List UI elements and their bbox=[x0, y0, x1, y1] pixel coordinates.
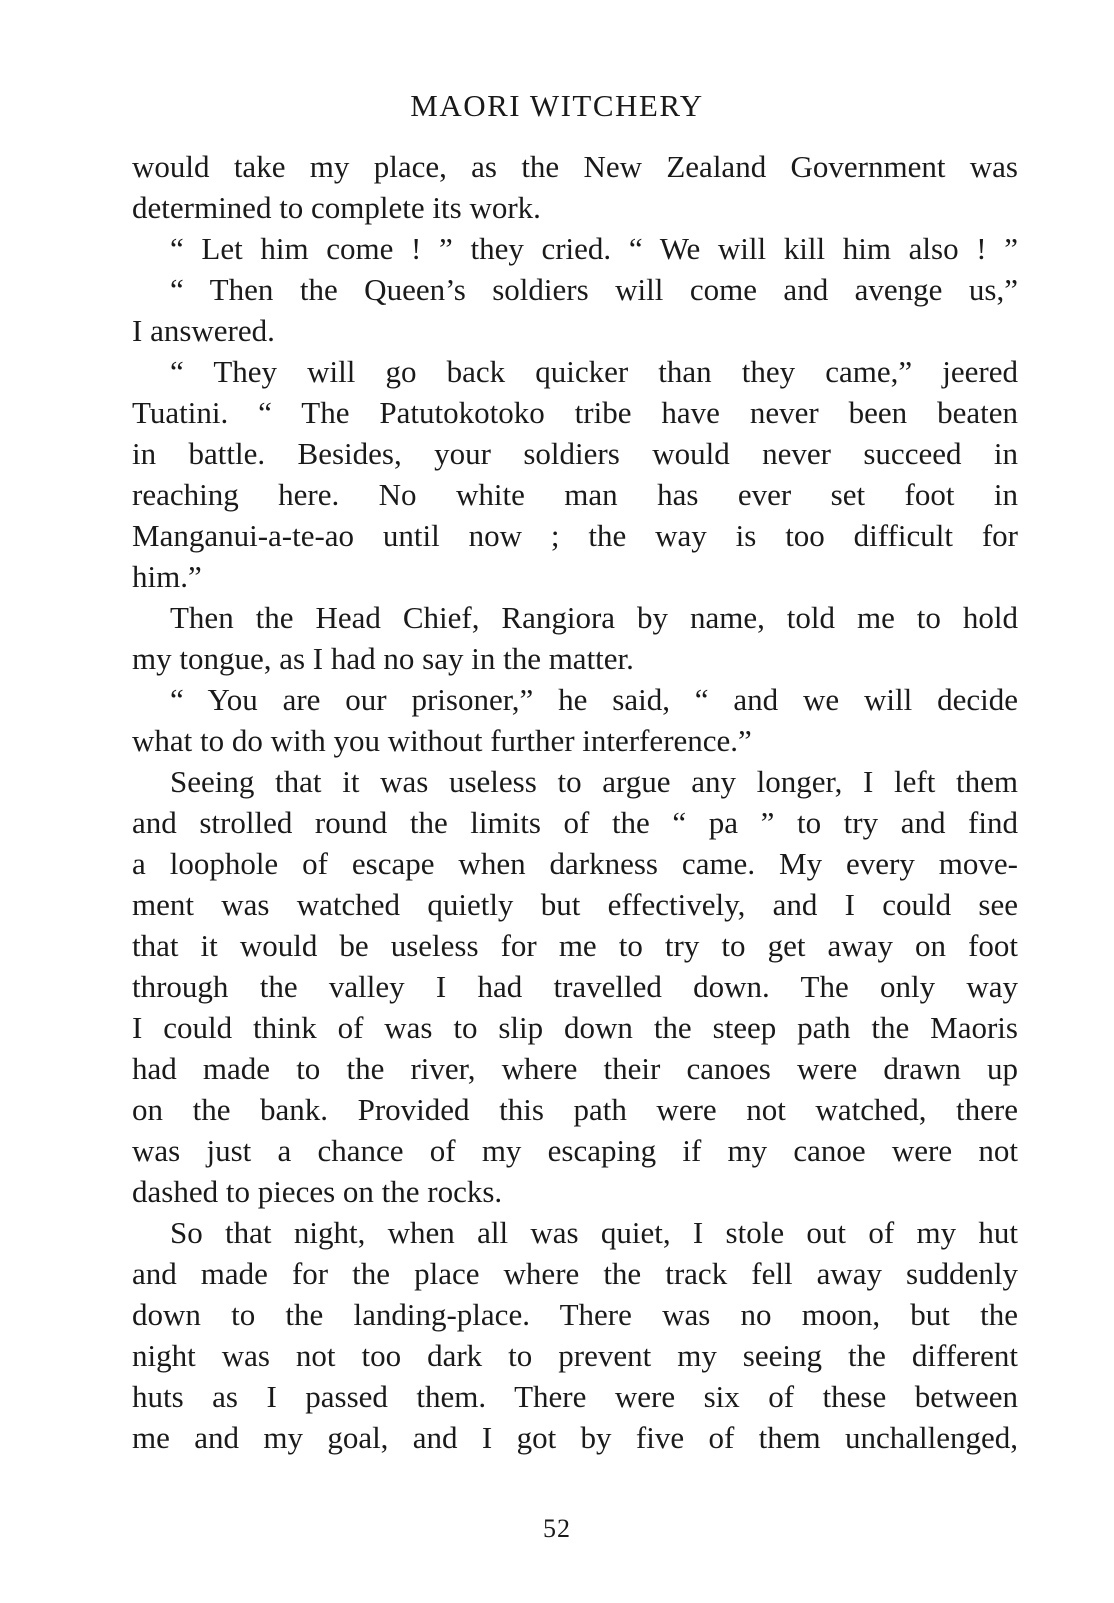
text-line: Tuatini. “ The Patutokotoko tribe have never been beaten bbox=[132, 395, 1018, 430]
text-line: had made to the river, where their canoes were drawn up bbox=[132, 1051, 1018, 1086]
text-line: “ Let him come ! ” they cried. “ We will kill him also ! ” bbox=[170, 231, 1018, 266]
text-line: through the valley I had travelled down. The only way bbox=[132, 969, 1018, 1004]
text-line: Then the Head Chief, Rangiora by name, told me to hold bbox=[170, 600, 1018, 635]
text-line: was just a chance of my escaping if my canoe were not bbox=[132, 1133, 1018, 1168]
text-line: I answered. bbox=[132, 313, 275, 348]
text-line: on the bank. Provided this path were not watched, there bbox=[132, 1092, 1018, 1127]
page-number: 52 bbox=[543, 1514, 571, 1543]
text-line: night was not too dark to prevent my seeing the different bbox=[132, 1338, 1018, 1373]
text-line: and made for the place where the track fell away suddenly bbox=[132, 1256, 1018, 1291]
text-line: Manganui-a-te-ao until now ; the way is too difficult for bbox=[132, 518, 1018, 553]
body-text bbox=[132, 146, 1018, 1458]
text-line: “ Then the Queen’s soldiers will come and avenge us,” bbox=[170, 272, 1018, 307]
text-line: my tongue, as I had no say in the matter. bbox=[132, 641, 634, 676]
text-line: ment was watched quietly but effectively, and I could see bbox=[132, 887, 1018, 922]
text-line: dashed to pieces on the rocks. bbox=[132, 1174, 503, 1209]
text-line: that it would be useless for me to try to get away on foot bbox=[132, 928, 1018, 963]
text-line: down to the landing-place. There was no moon, but the bbox=[132, 1297, 1018, 1332]
text-line: So that night, when all was quiet, I stole out of my hut bbox=[170, 1215, 1018, 1250]
text-line: I could think of was to slip down the steep path the Maoris bbox=[132, 1010, 1018, 1045]
running-head: MAORI WITCHERY bbox=[410, 88, 704, 123]
text-line: in battle. Besides, your soldiers would never succeed in bbox=[132, 436, 1018, 471]
text-line: “ You are our prisoner,” he said, “ and we will decide bbox=[170, 682, 1018, 717]
text-line: and strolled round the limits of the “ pa ” to try and find bbox=[132, 805, 1018, 840]
text-line: huts as I passed them. There were six of these between bbox=[132, 1379, 1018, 1414]
text-line: a loophole of escape when darkness came. My every move- bbox=[132, 846, 1018, 881]
text-line: him.” bbox=[132, 559, 202, 594]
text-line: Seeing that it was useless to argue any longer, I left them bbox=[170, 764, 1018, 799]
text-line: me and my goal, and I got by five of them unchallenged, bbox=[132, 1420, 1018, 1455]
text-line: “ They will go back quicker than they came,” jeered bbox=[170, 354, 1018, 389]
text-line: would take my place, as the New Zealand Government was bbox=[132, 149, 1018, 184]
text-line: reaching here. No white man has ever set foot in bbox=[132, 477, 1018, 512]
text-line: what to do with you without further interference.” bbox=[132, 723, 752, 758]
text-line: determined to complete its work. bbox=[132, 190, 541, 225]
